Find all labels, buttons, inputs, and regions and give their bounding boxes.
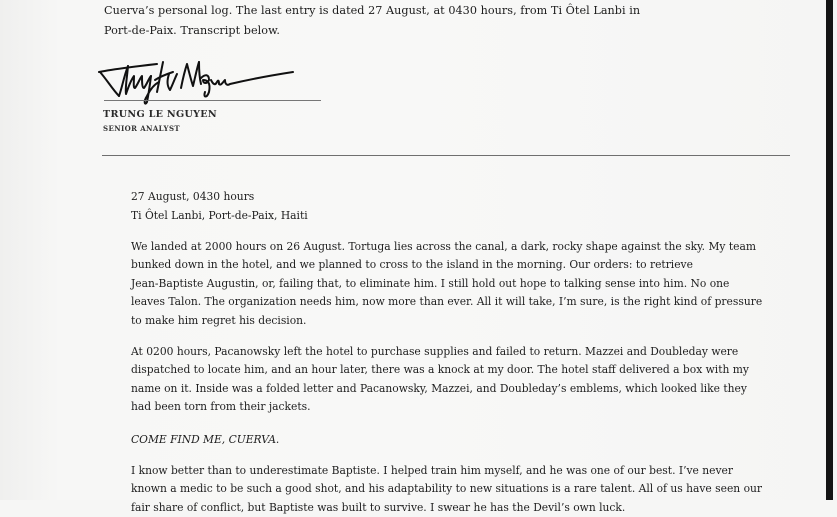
intro-line: Port-de-Paix. Transcript below. [104, 21, 664, 41]
paragraph-line: had been torn from their jackets. [131, 398, 811, 417]
signature-line [104, 100, 321, 101]
quote-line: COME FIND ME, CUERVA. [131, 431, 811, 450]
paragraph-line: We landed at 2000 hours on 26 August. Tortuga lies across the canal, a dark, rocky shape against the sky. My team [131, 238, 811, 257]
handwritten-signature [97, 58, 307, 106]
signer-name: TRUNG LE NGUYEN [103, 109, 217, 120]
paragraph-line: name on it. Inside was a folded letter and Pacanowsky, Mazzei, and Doubleday’s emblems, which looked like they [131, 380, 811, 399]
entry-paragraph [131, 462, 811, 517]
section-divider [102, 155, 790, 156]
log-entry [131, 188, 811, 517]
paragraph-line: to make him regret his decision. [131, 312, 811, 331]
signer-title: SENIOR ANALYST [103, 124, 180, 133]
paragraph-line: fair share of conflict, but Baptiste was built to survive. I swear he has the Devil’s own luck. [131, 499, 811, 517]
scan-edge-margin [833, 0, 837, 500]
paragraph-line: At 0200 hours, Pacanowsky left the hotel to purchase supplies and failed to return. Mazzei and Doubleday were [131, 343, 811, 362]
paragraph-line: known a medic to be such a good shot, and his adaptability to new situations is a rare talent. All of us have seen our [131, 480, 811, 499]
intro-text [104, 1, 664, 41]
paragraph-line: bunked down in the hotel, and we planned to cross to the island in the morning. Our orders: to retrieve [131, 256, 811, 275]
entry-date: 27 August, 0430 hours [131, 188, 811, 207]
paragraph-line: leaves Talon. The organization needs him, now more than ever. All it will take, I’m sure, is the right kind of pressure [131, 293, 811, 312]
entry-paragraph [131, 343, 811, 417]
letter-quote [131, 431, 811, 450]
paragraph-line: I know better than to underestimate Baptiste. I helped train him myself, and he was one of our best. I’ve never [131, 462, 811, 481]
paragraph-line: dispatched to locate him, and an hour later, there was a knock at my door. The hotel staff delivered a box with my [131, 361, 811, 380]
intro-line: Cuerva’s personal log. The last entry is dated 27 August, at 0430 hours, from Ti Ôtel Lanbi in [104, 1, 664, 21]
entry-paragraph [131, 238, 811, 331]
scan-edge-bar [826, 0, 833, 500]
paragraph-line: Jean-Baptiste Augustin, or, failing that, to eliminate him. I still hold out hope to talking sense into him. No one [131, 275, 811, 294]
entry-location: Ti Ôtel Lanbi, Port-de-Paix, Haiti [131, 207, 811, 226]
